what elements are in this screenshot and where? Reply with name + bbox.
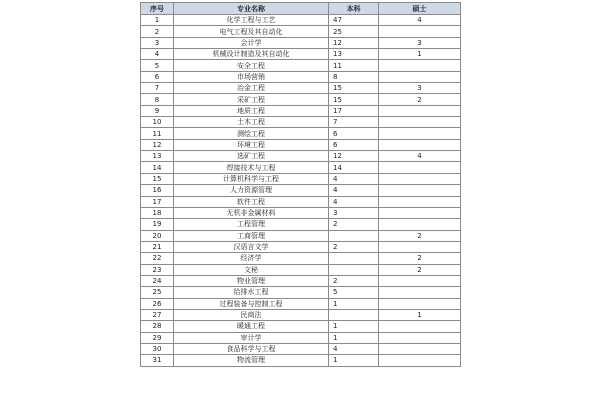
cell-major: 测绘工程 bbox=[174, 128, 329, 139]
cell-no: 5 bbox=[141, 60, 174, 71]
cell-master bbox=[379, 332, 461, 343]
table-row bbox=[141, 287, 461, 298]
cell-major: 采矿工程 bbox=[174, 94, 329, 105]
table-row bbox=[141, 219, 461, 230]
cell-no: 28 bbox=[141, 321, 174, 332]
cell-major: 选矿工程 bbox=[174, 151, 329, 162]
cell-no: 19 bbox=[141, 219, 174, 230]
cell-major: 工程管理 bbox=[174, 219, 329, 230]
cell-bachelor: 1 bbox=[329, 355, 379, 366]
table-row bbox=[141, 355, 461, 366]
header-row bbox=[141, 3, 461, 15]
cell-no: 22 bbox=[141, 253, 174, 264]
table-row bbox=[141, 15, 461, 26]
table-row bbox=[141, 94, 461, 105]
cell-bachelor: 14 bbox=[329, 162, 379, 173]
table-body bbox=[141, 15, 461, 367]
cell-no: 17 bbox=[141, 196, 174, 207]
cell-major: 计算机科学与工程 bbox=[174, 173, 329, 184]
cell-bachelor: 2 bbox=[329, 219, 379, 230]
cell-no: 15 bbox=[141, 173, 174, 184]
table-row bbox=[141, 83, 461, 94]
cell-no: 9 bbox=[141, 105, 174, 116]
cell-bachelor bbox=[329, 309, 379, 320]
cell-major: 文秘 bbox=[174, 264, 329, 275]
table-row bbox=[141, 105, 461, 116]
cell-master bbox=[379, 173, 461, 184]
cell-no: 3 bbox=[141, 37, 174, 48]
cell-major: 机械设计制造及其自动化 bbox=[174, 49, 329, 60]
cell-major: 工商管理 bbox=[174, 230, 329, 241]
cell-no: 7 bbox=[141, 83, 174, 94]
cell-no: 11 bbox=[141, 128, 174, 139]
cell-bachelor: 15 bbox=[329, 83, 379, 94]
cell-major: 汉语言文学 bbox=[174, 241, 329, 252]
cell-bachelor: 4 bbox=[329, 173, 379, 184]
cell-major: 过程装备与控制工程 bbox=[174, 298, 329, 309]
cell-master: 4 bbox=[379, 15, 461, 26]
cell-master bbox=[379, 60, 461, 71]
cell-bachelor: 5 bbox=[329, 287, 379, 298]
cell-no: 27 bbox=[141, 309, 174, 320]
table-row bbox=[141, 26, 461, 37]
table-row bbox=[141, 321, 461, 332]
cell-bachelor: 25 bbox=[329, 26, 379, 37]
cell-bachelor: 2 bbox=[329, 275, 379, 286]
cell-master: 1 bbox=[379, 49, 461, 60]
cell-major: 给排水工程 bbox=[174, 287, 329, 298]
cell-no: 8 bbox=[141, 94, 174, 105]
cell-no: 6 bbox=[141, 71, 174, 82]
cell-major: 无机非金属材料 bbox=[174, 207, 329, 218]
cell-major: 安全工程 bbox=[174, 60, 329, 71]
cell-master bbox=[379, 105, 461, 116]
cell-major: 冶金工程 bbox=[174, 83, 329, 94]
cell-no: 31 bbox=[141, 355, 174, 366]
cell-master bbox=[379, 207, 461, 218]
table-row bbox=[141, 151, 461, 162]
cell-master: 2 bbox=[379, 253, 461, 264]
cell-bachelor: 13 bbox=[329, 49, 379, 60]
cell-bachelor: 4 bbox=[329, 196, 379, 207]
cell-master bbox=[379, 128, 461, 139]
cell-major: 地质工程 bbox=[174, 105, 329, 116]
cell-master bbox=[379, 196, 461, 207]
table-row bbox=[141, 49, 461, 60]
table-row bbox=[141, 128, 461, 139]
table-row bbox=[141, 37, 461, 48]
cell-no: 10 bbox=[141, 117, 174, 128]
cell-major: 化学工程与工艺 bbox=[174, 15, 329, 26]
cell-master: 4 bbox=[379, 151, 461, 162]
cell-no: 14 bbox=[141, 162, 174, 173]
cell-major: 焊接技术与工程 bbox=[174, 162, 329, 173]
cell-master: 3 bbox=[379, 37, 461, 48]
cell-no: 4 bbox=[141, 49, 174, 60]
cell-master: 2 bbox=[379, 94, 461, 105]
cell-no: 29 bbox=[141, 332, 174, 343]
cell-master bbox=[379, 287, 461, 298]
cell-no: 20 bbox=[141, 230, 174, 241]
cell-major: 电气工程及其自动化 bbox=[174, 26, 329, 37]
cell-bachelor: 6 bbox=[329, 139, 379, 150]
cell-no: 2 bbox=[141, 26, 174, 37]
cell-no: 25 bbox=[141, 287, 174, 298]
table-row bbox=[141, 309, 461, 320]
table-row bbox=[141, 117, 461, 128]
cell-no: 18 bbox=[141, 207, 174, 218]
cell-bachelor: 6 bbox=[329, 128, 379, 139]
cell-bachelor bbox=[329, 230, 379, 241]
cell-no: 1 bbox=[141, 15, 174, 26]
cell-master bbox=[379, 185, 461, 196]
table-row bbox=[141, 298, 461, 309]
cell-no: 21 bbox=[141, 241, 174, 252]
table-row bbox=[141, 332, 461, 343]
cell-bachelor: 1 bbox=[329, 321, 379, 332]
cell-bachelor: 2 bbox=[329, 241, 379, 252]
cell-no: 16 bbox=[141, 185, 174, 196]
cell-master bbox=[379, 241, 461, 252]
cell-no: 12 bbox=[141, 139, 174, 150]
cell-master: 2 bbox=[379, 230, 461, 241]
header-major: 专业名称 bbox=[174, 3, 329, 15]
cell-major: 软件工程 bbox=[174, 196, 329, 207]
table-row bbox=[141, 139, 461, 150]
table-row bbox=[141, 207, 461, 218]
table-row bbox=[141, 60, 461, 71]
cell-master bbox=[379, 26, 461, 37]
cell-major: 土木工程 bbox=[174, 117, 329, 128]
cell-bachelor: 1 bbox=[329, 298, 379, 309]
cell-major: 市场营销 bbox=[174, 71, 329, 82]
cell-bachelor: 15 bbox=[329, 94, 379, 105]
cell-major: 人力资源管理 bbox=[174, 185, 329, 196]
cell-master bbox=[379, 219, 461, 230]
cell-no: 13 bbox=[141, 151, 174, 162]
table-row bbox=[141, 264, 461, 275]
cell-bachelor bbox=[329, 264, 379, 275]
cell-master: 1 bbox=[379, 309, 461, 320]
table-row bbox=[141, 173, 461, 184]
cell-major: 经济学 bbox=[174, 253, 329, 264]
table-row bbox=[141, 241, 461, 252]
cell-major: 暖通工程 bbox=[174, 321, 329, 332]
cell-major: 会计学 bbox=[174, 37, 329, 48]
cell-major: 物流管理 bbox=[174, 355, 329, 366]
cell-bachelor: 47 bbox=[329, 15, 379, 26]
cell-major: 审计学 bbox=[174, 332, 329, 343]
table-row bbox=[141, 275, 461, 286]
cell-master: 3 bbox=[379, 83, 461, 94]
majors-table bbox=[140, 2, 461, 367]
cell-bachelor: 7 bbox=[329, 117, 379, 128]
header-no: 序号 bbox=[141, 3, 174, 15]
cell-bachelor: 17 bbox=[329, 105, 379, 116]
table-row bbox=[141, 343, 461, 354]
table-row bbox=[141, 230, 461, 241]
cell-master bbox=[379, 321, 461, 332]
cell-master bbox=[379, 298, 461, 309]
cell-bachelor: 4 bbox=[329, 185, 379, 196]
cell-master bbox=[379, 71, 461, 82]
cell-major: 物业管理 bbox=[174, 275, 329, 286]
cell-bachelor: 11 bbox=[329, 60, 379, 71]
cell-bachelor: 8 bbox=[329, 71, 379, 82]
cell-major: 民商法 bbox=[174, 309, 329, 320]
table-row bbox=[141, 185, 461, 196]
cell-bachelor: 3 bbox=[329, 207, 379, 218]
cell-master bbox=[379, 343, 461, 354]
header-master: 硕士 bbox=[379, 3, 461, 15]
cell-master: 2 bbox=[379, 264, 461, 275]
cell-master bbox=[379, 275, 461, 286]
cell-major: 环境工程 bbox=[174, 139, 329, 150]
cell-master bbox=[379, 139, 461, 150]
cell-master bbox=[379, 162, 461, 173]
table-row bbox=[141, 196, 461, 207]
cell-master bbox=[379, 355, 461, 366]
cell-no: 26 bbox=[141, 298, 174, 309]
header-bachelor: 本科 bbox=[329, 3, 379, 15]
table-row bbox=[141, 71, 461, 82]
table-row bbox=[141, 253, 461, 264]
cell-bachelor: 12 bbox=[329, 37, 379, 48]
cell-no: 24 bbox=[141, 275, 174, 286]
cell-no: 23 bbox=[141, 264, 174, 275]
cell-bachelor bbox=[329, 253, 379, 264]
cell-bachelor: 1 bbox=[329, 332, 379, 343]
table-row bbox=[141, 162, 461, 173]
cell-bachelor: 12 bbox=[329, 151, 379, 162]
cell-major: 食品科学与工程 bbox=[174, 343, 329, 354]
cell-no: 30 bbox=[141, 343, 174, 354]
cell-master bbox=[379, 117, 461, 128]
cell-bachelor: 4 bbox=[329, 343, 379, 354]
